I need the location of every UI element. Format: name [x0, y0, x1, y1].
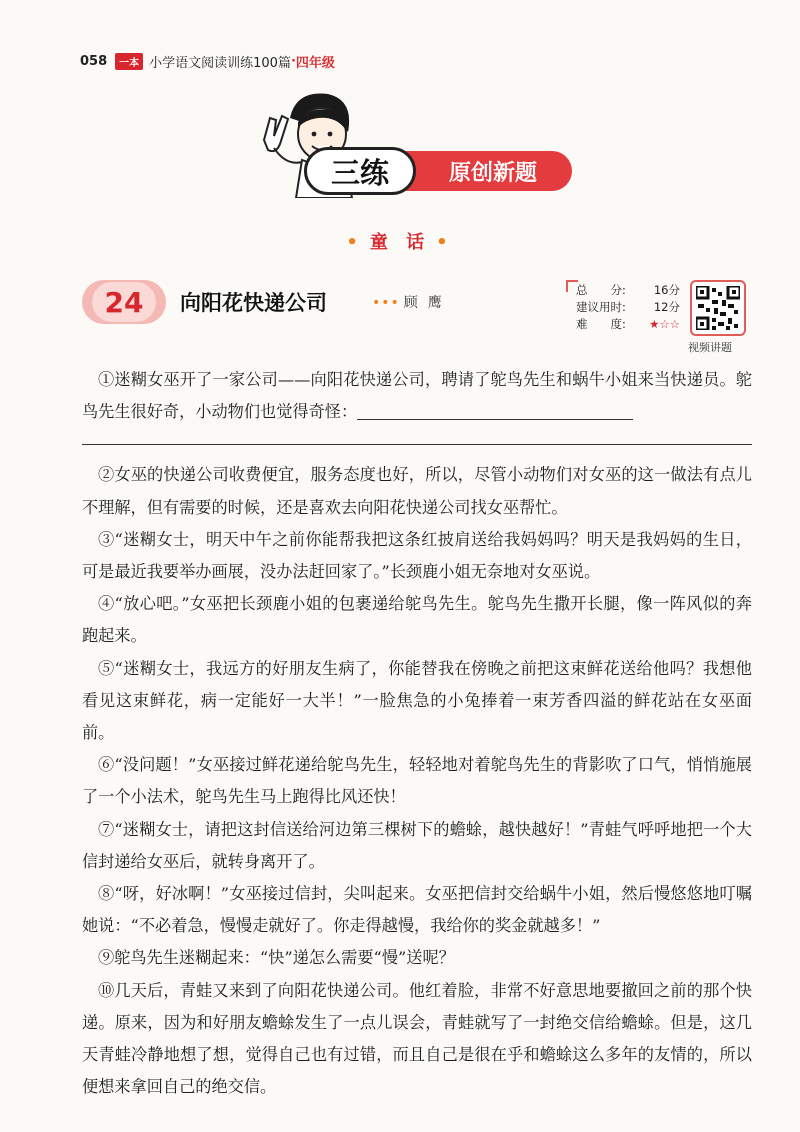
genre-label: 童 话 — [369, 232, 431, 253]
paragraph-1-text: ①迷糊女巫开了一家公司——向阳花快递公司，聘请了鸵鸟先生和蜗牛小姐来当快递员。鸵鸟先生很好奇，小动物们也觉得奇怪： — [82, 370, 752, 422]
suggested-time-label: 建议用时: — [576, 300, 626, 314]
suggested-time-row — [576, 299, 680, 316]
author-name: 顾鹰 — [403, 295, 452, 311]
article-title: 向阳花快递公司 — [180, 291, 327, 315]
difficulty-stars — [649, 316, 680, 333]
book-title: 小学语文阅读训练100篇 — [149, 55, 291, 71]
total-score-label: 总 分: — [576, 283, 626, 297]
author-dots: ••• — [372, 295, 400, 311]
paragraph-4: ④“放心吧。”女巫把长颈鹿小姐的包裹递给鸵鸟先生。鸵鸟先生撒开长腿，像一阵风似的奔跑起来。 — [82, 594, 752, 646]
paragraph-3: ③“迷糊女士，明天中午之前你能帮我把这条红披肩送给我妈妈吗？明天是我妈妈的生日，可是最近我要举办画展，没办法赶回家了。”长颈鹿小姐无奈地对女巫说。 — [82, 529, 752, 582]
difficulty-label: 难 度: — [576, 317, 626, 331]
qr-code-icon[interactable] — [690, 280, 746, 336]
paragraph-5: ⑤“迷糊女士，我远方的好朋友生病了，你能替我在傍晚之前把这束鲜花送给他吗？我想他看见这束鲜花，病一定能好一大半！”一脸焦急的小兔捧着一束芳香四溢的鲜花站在女巫面前。 — [82, 658, 752, 743]
paragraph-8: ⑧“呀，好冰啊！”女巫接过信封，尖叫起来。女巫把信封交给蜗牛小姐，然后慢悠悠地叮嘱她说：“不必着急，慢慢走就好了。你走得越慢，我给你的奖金就越多！” — [82, 884, 752, 936]
star-empty-icon: ☆☆ — [659, 317, 680, 331]
banner-subtitle: 原创新题 — [402, 151, 572, 191]
paragraph-7: ⑦“迷糊女士，请把这封信送给河边第三棵树下的蟾蜍，越快越好！”青蛙气呼呼地把一个大信封递给女巫后，就转身离开了。 — [82, 819, 752, 871]
section-banner — [304, 147, 572, 195]
paragraph-6: ⑥“没问题！”女巫接过鲜花递给鸵鸟先生，轻轻地对着鸵鸟先生的背影吹了口气，悄悄施展了一个小法术，鸵鸟先生马上跑得比风还快！ — [82, 755, 752, 807]
qr-label: 视频讲题 — [688, 341, 732, 354]
star-filled-icon: ★ — [649, 317, 660, 331]
suggested-time-value: 12分 — [653, 300, 680, 314]
answer-blank-line[interactable] — [82, 428, 752, 445]
paragraph-1 — [82, 364, 752, 428]
qr-code-pattern — [696, 286, 740, 330]
header-separator: · — [290, 53, 296, 69]
article-body — [82, 364, 752, 1103]
exercise-info — [576, 282, 680, 333]
answer-blank-inline[interactable] — [357, 401, 633, 420]
page-number: 058 — [80, 53, 108, 69]
difficulty-row — [576, 316, 680, 333]
paragraph-9: ⑨鸵鸟先生迷糊起来：“快”递怎么需要“慢”送呢？ — [98, 948, 455, 968]
genre-heading — [0, 228, 800, 254]
article-number-badge — [82, 280, 166, 324]
running-header — [80, 52, 335, 70]
genre-dot-right: • — [436, 232, 454, 253]
author-line — [372, 292, 452, 312]
paragraph-10: ⑩几天后，青蛙又来到了向阳花快递公司。他红着脸，非常不好意思地要撤回之前的那个快递。原来，因为和好朋友蟾蜍发生了一点儿误会，青蛙就写了一封绝交信给蟾蜍。但是，这几天青蛙冷静地想了想，觉得自己也有过错，而且自己是很在乎和蟾蜍这么多年的友情的，所以便想来拿回自己的绝交信。 — [82, 980, 752, 1097]
publisher-logo: 一本 — [115, 53, 143, 70]
grade-label: 四年级 — [295, 55, 335, 71]
paragraph-2: ②女巫的快递公司收费便宜，服务态度也好，所以，尽管小动物们对女巫的这一做法有点儿不理解，但有需要的时候，还是喜欢去向阳花快递公司找女巫帮忙。 — [82, 465, 752, 517]
total-score-row — [576, 282, 680, 299]
genre-dot-left: • — [346, 232, 364, 253]
article-number: 24 — [92, 282, 156, 322]
total-score-value: 16分 — [653, 283, 680, 297]
banner-title: 三练 — [304, 147, 416, 195]
